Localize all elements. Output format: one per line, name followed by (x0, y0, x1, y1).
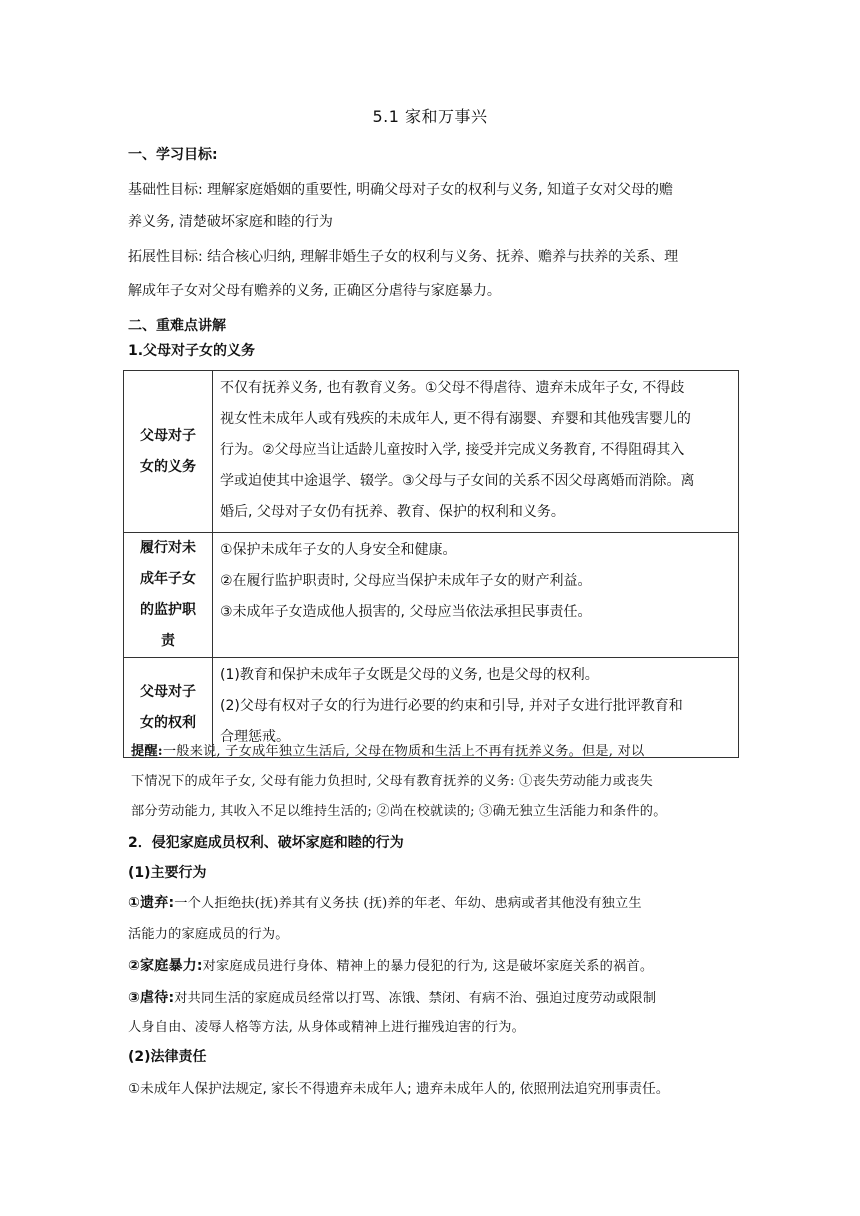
basic-goal-line-2: 养义务, 清楚破坏家庭和睦的行为 (128, 214, 333, 230)
row-header-duties (124, 371, 213, 533)
abandonment-line-1 (128, 893, 748, 914)
reminder-text: 一般来说, 子女成年独立生活后, 父母在物质和生活上不再有抚养义务。但是, 对以 (162, 744, 645, 759)
row-content-guardianship (213, 533, 739, 658)
domestic-violence-label: ②家庭暴力: (128, 958, 203, 974)
cell-line: (1)教育和保护未成年子女既是父母的义务, 也是父母的权利。 (220, 667, 599, 683)
cell-line: 婚后, 父母对子女仍有抚养、教育、保护的权利和义务。 (220, 504, 565, 520)
row-header-text: 成年子女 (140, 571, 196, 587)
abuse-line-1 (128, 988, 748, 1009)
legal-liability-line-1: ①未成年人保护法规定, 家长不得遗弃未成年人; 遗弃未成年人的, 依照刑法追究刑事责任。 (128, 1081, 670, 1097)
cell-line: 视女性未成年人或有残疾的未成年人, 更不得有溺婴、弃婴和其他残害婴儿的 (220, 411, 691, 427)
row-header-text: 父母对子 (140, 427, 196, 444)
section-heading-key-points: 二、重难点讲解 (128, 318, 226, 334)
subheading-parent-duties: 1.父母对子女的义务 (128, 343, 256, 359)
basic-goal-line-1: 基础性目标: 理解家庭婚姻的重要性, 明确父母对子女的权利与义务, 知道子女对父母的赡 (128, 182, 673, 198)
domestic-violence-line (128, 956, 748, 977)
reminder-line-3: 部分劳动能力, 其收入不足以维持生活的; ②尚在校就读的; ③确无独立生活能力和条件的。 (131, 804, 667, 819)
cell-line: ③未成年子女造成他人损害的, 父母应当依法承担民事责任。 (220, 604, 592, 620)
subheading-main-behaviors: (1)主要行为 (128, 865, 207, 881)
cell-line: 不仅有抚养义务, 也有教育义务。①父母不得虐待、遗弃未成年子女, 不得歧 (220, 380, 685, 396)
row-header-text: 父母对子 (140, 683, 196, 700)
section-heading-violations: 2．侵犯家庭成员权利、破坏家庭和睦的行为 (128, 835, 404, 851)
section-heading-goals: 一、学习目标: (128, 147, 218, 163)
row-content-duties (213, 371, 739, 533)
cell-line: ②在履行监护职责时, 父母应当保护未成年子女的财产利益。 (220, 573, 592, 589)
table-row (124, 533, 739, 658)
cell-line: (2)父母有权对子女的行为进行必要的约束和引导, 并对子女进行批评教育和 (220, 698, 683, 714)
subheading-legal-liability: (2)法律责任 (128, 1049, 207, 1065)
row-header-text: 女的权利 (140, 714, 196, 731)
domestic-violence-text: 对家庭成员进行身体、精神上的暴力侵犯的行为, 这是破坏家庭关系的祸首。 (202, 959, 654, 974)
extended-goal-line-2: 解成年子女对父母有赡养的义务, 正确区分虐待与家庭暴力。 (128, 283, 501, 299)
row-header-text: 的监护职 (140, 602, 196, 618)
abuse-text: 对共同生活的家庭成员经常以打骂、冻饿、禁闭、有病不治、强迫过度劳动或限制 (174, 991, 657, 1006)
parent-duties-table (123, 370, 739, 758)
abandonment-text: 一个人拒绝扶(抚)养其有义务扶 (抚)养的年老、年幼、患病或者其他没有独立生 (174, 896, 642, 911)
row-header-guardianship (124, 533, 213, 658)
cell-line: 合理惩戒。 (220, 729, 290, 745)
row-header-text: 女的义务 (140, 458, 196, 475)
abandonment-line-2: 活能力的家庭成员的行为。 (128, 927, 289, 942)
cell-line: ①保护未成年子女的人身安全和健康。 (220, 542, 457, 558)
table-row (124, 371, 739, 533)
abandonment-label: ①遗弃: (128, 895, 175, 911)
cell-line: 行为。②父母应当让适龄儿童按时入学, 接受并完成义务教育, 不得阻碍其入 (220, 442, 685, 458)
abuse-label: ③虐待: (128, 990, 175, 1006)
reminder-line-2: 下情况下的成年子女, 父母有能力负担时, 父母有教育抚养的义务: ①丧失劳动能力或丧失 (131, 774, 653, 789)
reminder-line-1 (131, 742, 751, 762)
abuse-line-2: 人身自由、凌辱人格等方法, 从身体或精神上进行摧残迫害的行为。 (128, 1020, 526, 1035)
cell-line: 学或迫使其中途退学、辍学。③父母与子女间的关系不因父母离婚而消除。离 (220, 473, 695, 489)
row-header-text: 履行对未 (140, 540, 196, 556)
extended-goal-line-1: 拓展性目标: 结合核心归纳, 理解非婚生子女的权利与义务、抚养、赡养与扶养的关系、理 (128, 249, 679, 265)
reminder-label: 提醒: (131, 744, 163, 759)
row-header-text: 责 (161, 633, 175, 649)
page-title: 5.1 家和万事兴 (372, 107, 488, 126)
